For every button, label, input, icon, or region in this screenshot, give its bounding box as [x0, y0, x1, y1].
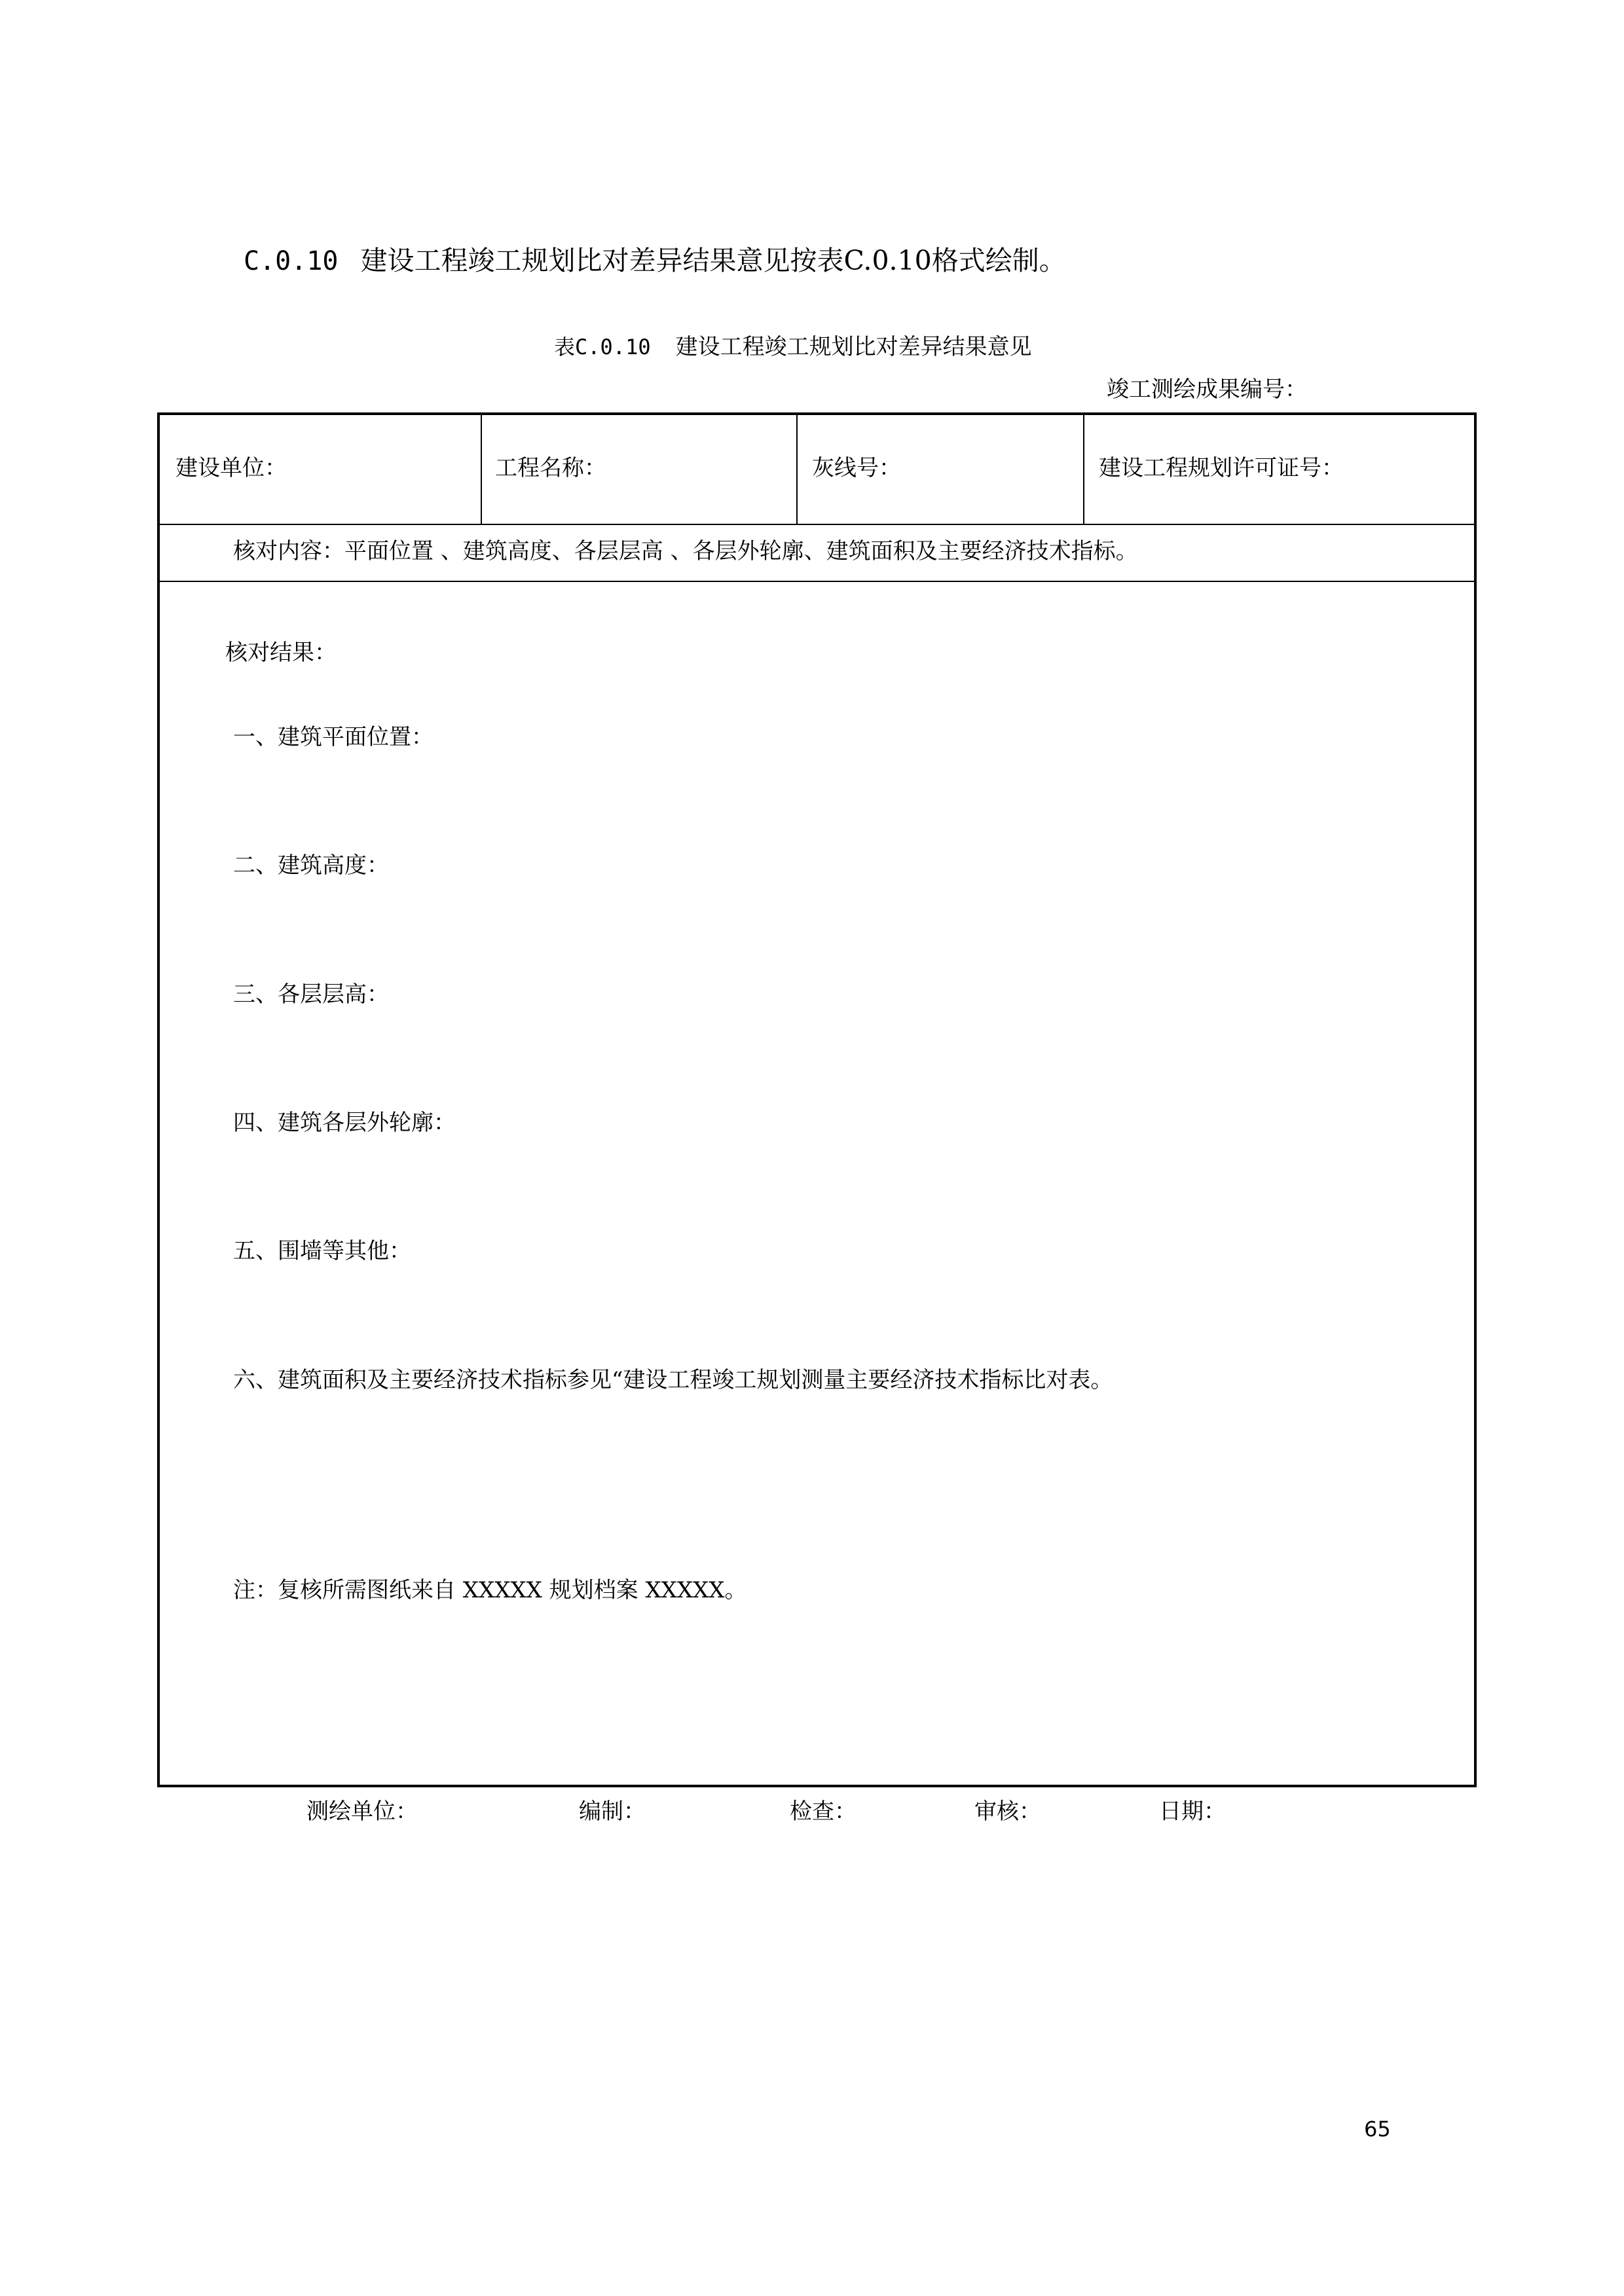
header-divider-1	[481, 415, 482, 524]
result-title: 核对结果：	[225, 640, 337, 666]
table-caption-number: 表C.0.10	[554, 335, 651, 359]
header-cell-grey-line-number: 灰线号：	[812, 455, 901, 481]
table-caption-title: 建设工程竣工规划比对差异结果意见	[675, 334, 1032, 360]
header-divider-3	[1083, 415, 1084, 524]
clause-number: C.0.10	[244, 246, 339, 276]
header-cell-project-name: 工程名称：	[495, 455, 606, 481]
page-number: 65	[1364, 2117, 1391, 2141]
header-cell-construction-unit: 建设单位：	[175, 455, 287, 481]
header-cell-planning-permit-number: 建设工程规划许可证号：	[1099, 455, 1344, 481]
clause-heading	[244, 241, 1066, 281]
check-items-row: 核对内容：平面位置 、建筑高度、各层层高 、各层外轮廓、建筑面积及主要经济技术指标。	[233, 538, 1138, 564]
row-divider-check-items	[160, 581, 1474, 582]
row-divider-header	[160, 524, 1474, 525]
result-item-building-height: 二、建筑高度：	[233, 852, 389, 879]
table-caption	[554, 331, 1032, 363]
table-note: 注：复核所需图纸来自 XXXXX 规划档案 XXXXX。	[233, 1577, 747, 1603]
header-divider-2	[796, 415, 798, 524]
result-item-floor-outline: 四、建筑各层外轮廓：	[233, 1110, 456, 1136]
signature-reviewer: 审核：	[974, 1798, 1041, 1825]
signature-surveying-unit: 测绘单位：	[306, 1798, 418, 1825]
result-item-plan-position: 一、建筑平面位置：	[233, 724, 434, 750]
result-item-area-indicators: 六、建筑面积及主要经济技术指标参见“建设工程竣工规划测量主要经济技术指标比对表。	[233, 1367, 1113, 1393]
signature-compiler: 编制：	[579, 1798, 646, 1825]
result-item-wall-other: 五、围墙等其他：	[233, 1238, 411, 1264]
serial-number-label: 竣工测绘成果编号：	[1107, 376, 1307, 403]
result-form-table	[157, 412, 1477, 1787]
result-item-floor-height: 三、各层层高：	[233, 981, 389, 1008]
clause-text: 建设工程竣工规划比对差异结果意见按表C.0.10格式绘制。	[360, 245, 1066, 276]
signature-date: 日期：	[1159, 1798, 1226, 1825]
signature-checker: 检查：	[790, 1798, 857, 1825]
